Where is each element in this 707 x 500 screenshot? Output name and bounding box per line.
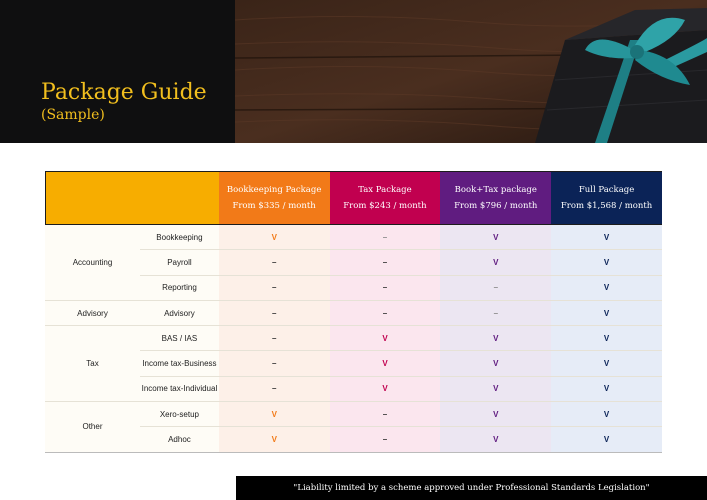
table-row [140,427,662,452]
check-mark: V [440,225,551,250]
table-header-row [45,171,662,225]
check-mark: V [551,301,662,326]
service-name: Reporting [140,276,219,301]
check-mark: V [551,427,662,452]
service-name: Payroll [140,250,219,275]
dash-mark: – [219,250,330,275]
package-price: From $243 / month [343,201,427,211]
dash-mark: – [219,276,330,301]
header-bookkeeping-package [219,172,330,224]
service-rows [140,225,662,453]
check-mark: V [440,326,551,351]
page-subtitle: (Sample) [41,107,105,123]
header-full-package [551,172,662,224]
dash-mark: – [330,276,441,301]
table-row [140,250,662,275]
category-advisory: Advisory [45,301,140,326]
dash-mark: – [330,301,441,326]
service-name: Income tax-Business [140,351,219,376]
table-row [140,402,662,427]
package-name: Full Package [578,185,635,195]
table-row [140,225,662,250]
dash-mark: – [440,301,551,326]
package-price: From $1,568 / month [560,201,653,211]
check-mark: V [440,427,551,452]
dash-mark: – [219,301,330,326]
package-name: Book+Tax package [454,185,537,195]
package-price: From $335 / month [232,201,316,211]
check-mark: V [551,326,662,351]
check-mark: V [551,402,662,427]
dash-mark: – [330,427,441,452]
hero-title-panel [0,0,235,143]
service-name: Bookkeeping [140,225,219,250]
gift-box-image [235,0,707,143]
table-row [140,326,662,351]
check-mark: V [551,250,662,275]
check-mark: V [330,326,441,351]
check-mark: V [219,402,330,427]
check-mark: V [219,225,330,250]
check-mark: V [440,377,551,402]
gift-box-illustration [235,0,707,143]
dash-mark: – [219,351,330,376]
check-mark: V [551,225,662,250]
dash-mark: – [330,225,441,250]
table-body [45,225,662,453]
check-mark: V [440,402,551,427]
dash-mark: – [440,276,551,301]
dash-mark: – [330,250,441,275]
hero-banner [0,0,707,143]
check-mark: V [219,427,330,452]
dash-mark: – [330,402,441,427]
table-row [140,377,662,402]
category-column [45,225,140,453]
check-mark: V [551,377,662,402]
table-row [140,276,662,301]
package-price: From $796 / month [454,201,538,211]
page-title: Package Guide [41,80,207,105]
package-comparison-table [45,171,662,453]
service-name: Adhoc [140,427,219,452]
check-mark: V [440,250,551,275]
dash-mark: – [219,377,330,402]
header-tax-package [330,172,441,224]
check-mark: V [551,276,662,301]
liability-footer: "Liability limited by a scheme approved under Professional Standards Legislation" [236,476,707,500]
check-mark: V [330,351,441,376]
table-row [140,301,662,326]
package-name: Bookkeeping Package [226,185,322,195]
package-name: Tax Package [358,185,412,195]
header-blank-cell [45,172,219,224]
check-mark: V [330,377,441,402]
check-mark: V [440,351,551,376]
dash-mark: – [219,326,330,351]
category-accounting: Accounting [45,225,140,301]
table-row [140,351,662,376]
header-book-tax-package [440,172,551,224]
category-other: Other [45,402,140,453]
service-name: Advisory [140,301,219,326]
category-tax: Tax [45,326,140,402]
check-mark: V [551,351,662,376]
service-name: Income tax-Individual [140,377,219,402]
service-name: BAS / IAS [140,326,219,351]
service-name: Xero-setup [140,402,219,427]
